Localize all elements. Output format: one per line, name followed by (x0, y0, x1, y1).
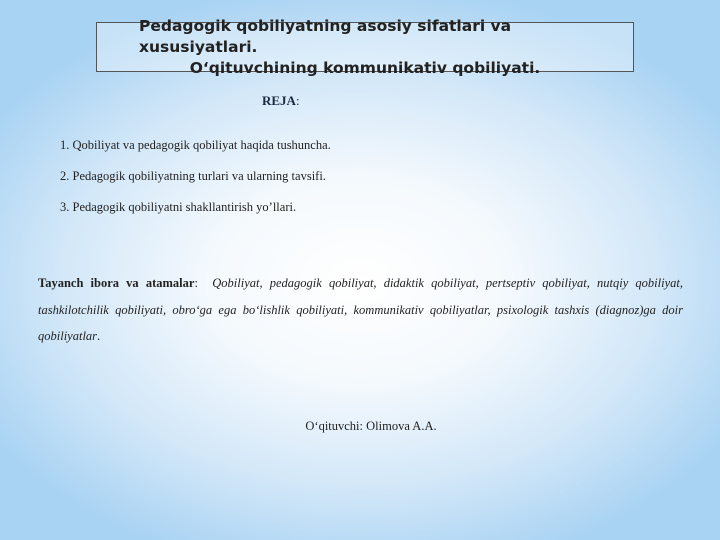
title-line-2: O‘qituvchining kommunikativ qobiliyati. (189, 58, 541, 77)
keywords-separator: : (194, 276, 198, 290)
plan-heading-colon: : (295, 93, 300, 108)
plan-item: 2. Pedagogik qobiliyatning turlari va ularning tavsifi. (60, 169, 326, 183)
plan-item: 3. Pedagogik qobiliyatni shakllantirish yo’llari. (60, 200, 297, 214)
keywords-end: . (97, 329, 101, 343)
title-line-1: Pedagogik qobiliyatning asosiy sifatlari va xususiyatlari. (139, 16, 512, 56)
plan-heading-label: REJA (262, 93, 296, 108)
plan-heading (262, 93, 300, 109)
keywords-text: Qobiliyat, pedagogik qobiliyat, didaktik qobiliyat, pertseptiv qobiliyat, nutqiy qobiliyat, tashkilotchilik qobiliyati, obro‘ga ega bo‘lishlik qobiliyati, kommunikativ qobiliyatlar, psixologik tashxis (diagnoz)ga doir qobiliyatlar (38, 276, 683, 343)
keywords-label: Tayanch ibora va atamalar (38, 276, 195, 290)
keywords-paragraph (38, 270, 683, 350)
teacher-name: O‘qituvchi: Olimova A.A. (305, 419, 437, 433)
slide-title (96, 16, 634, 77)
plan-list (60, 137, 331, 230)
plan-item: 1. Qobiliyat va pedagogik qobiliyat haqida tushuncha. (60, 138, 331, 152)
